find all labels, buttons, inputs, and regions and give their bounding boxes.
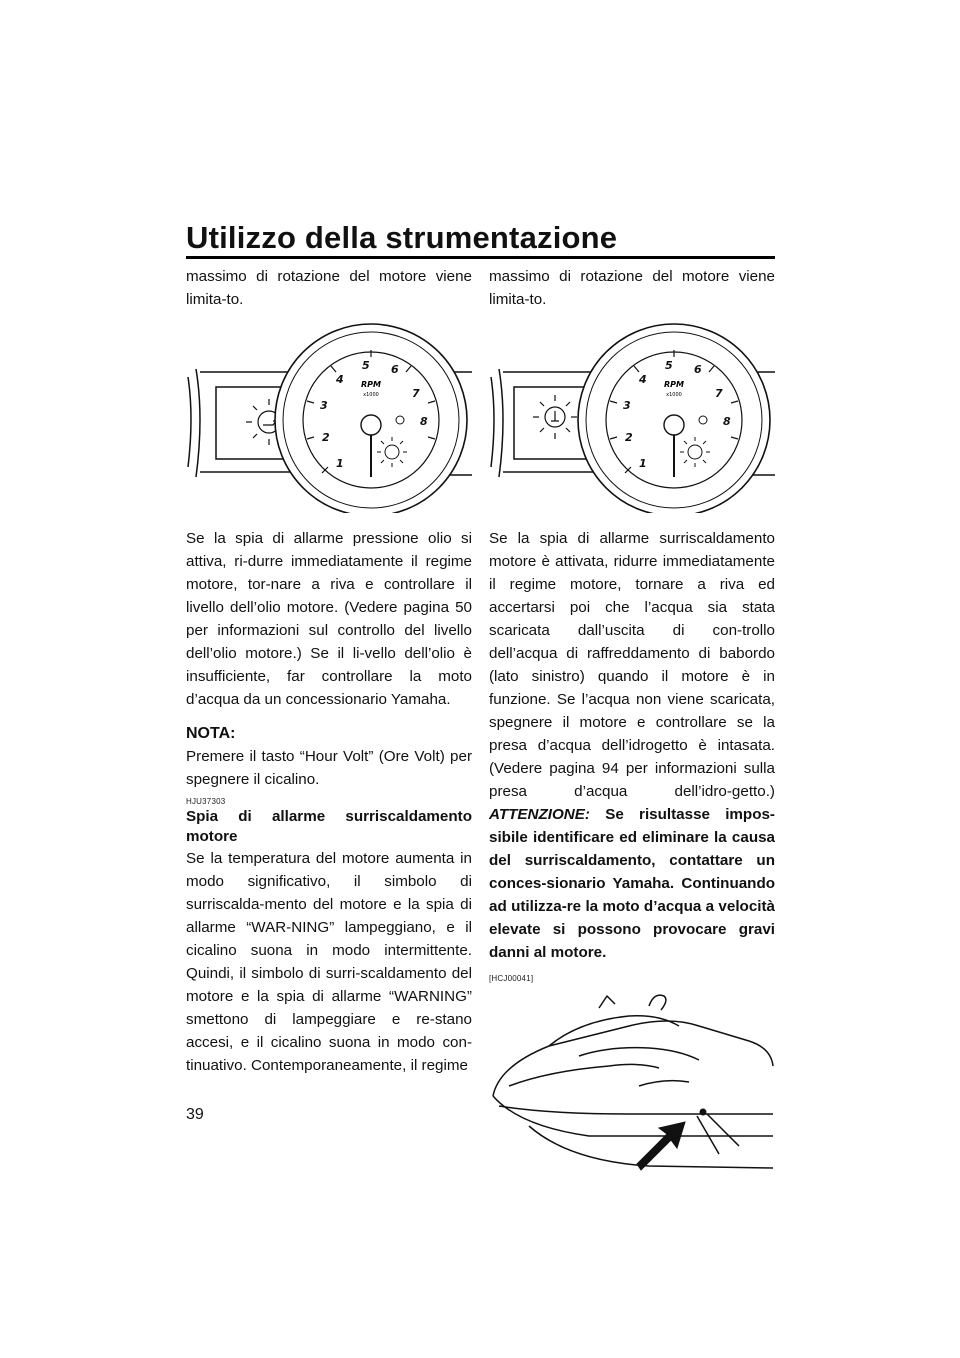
- watercraft-figure: [489, 986, 775, 1186]
- gauge2-tick-2: 2: [625, 431, 633, 444]
- nota-text: Premere il tasto “Hour Volt” (Ore Volt) per spegnere il cicalino.: [186, 748, 472, 788]
- page-number: 39: [186, 1106, 204, 1123]
- gauge2-tick-6: 6: [694, 363, 702, 376]
- gauge-rpm-label: RPM: [361, 380, 381, 389]
- overheat-paragraph: [489, 527, 775, 964]
- caution-text: Se risultasse impos-sibile identificare ed eliminare la causa del surriscaldamento, contattare un conces-sionario Yamaha. Continuando ad utilizza-re la moto d’acqua a velocità elevate si possono provocare gravi danni al motore.: [489, 806, 775, 961]
- caution-label: ATTENZIONE:: [489, 806, 590, 823]
- section-title: Spia di allarme surriscaldamento motore: [186, 808, 472, 845]
- right-intro: massimo di rotazione del motore viene limita-to.: [489, 268, 775, 308]
- gauge-tick-5: 5: [362, 359, 370, 372]
- left-intro: massimo di rotazione del motore viene limita-to.: [186, 268, 472, 308]
- left-column: [186, 265, 472, 1077]
- nota-title: NOTA:: [186, 725, 236, 742]
- gauge-tick-1: 1: [336, 457, 344, 470]
- gauge-tick-7: 7: [412, 387, 420, 400]
- section-text: Se la temperatura del motore aumenta in modo significativo, il simbolo di surriscalda-mento del motore e la spia di allarme “WAR-NING” lampeggiano, e il cicalino suona in modo intermittente. Quindi, il simbolo di surri-scaldamento del motore e la spia di allarme “WARNING” smettono di lampeggiare e re-stano accesi, e il cicalino suona in modo con-tinuativo. Contemporaneamente, il regime: [186, 850, 472, 1074]
- gauge2-tick-5: 5: [665, 359, 673, 372]
- gauge-tick-6: 6: [391, 363, 399, 376]
- gauge2-rpm-label: RPM: [664, 380, 684, 389]
- gauge2-scale-label: x1000: [666, 392, 682, 398]
- oil-pressure-paragraph: Se la spia di allarme pressione olio si attiva, ri-durre immediatamente il regime motore, tor-nare a riva e controllare il livello dell’olio motore. (Vedere pagina 50 per informazioni sul controllo del livello dell’olio motore.) Se il li-vello dell’olio è insufficiente, far controllare la moto d’acqua da un concessionario Yamaha.: [186, 530, 472, 708]
- arrow-icon: [637, 1122, 685, 1170]
- section-code: HJU37303: [186, 797, 226, 806]
- right-column: [489, 265, 775, 1200]
- gauge2-tick-4: 4: [639, 373, 647, 386]
- gauge2-tick-1: 1: [639, 457, 647, 470]
- page-title: Utilizzo della strumentazione: [186, 220, 618, 255]
- caution-code: [HCJ00041]: [489, 974, 534, 983]
- gauge-tick-3: 3: [320, 399, 328, 412]
- engine-overheat-icon: [533, 395, 577, 439]
- gauge-tick-2: 2: [322, 431, 330, 444]
- gauge2-tick-8: 8: [723, 415, 731, 428]
- overheat-gauge-figure: [489, 317, 775, 513]
- header-rule: [186, 256, 775, 259]
- gauge2-tick-3: 3: [623, 399, 631, 412]
- overheat-text: Se la spia di allarme surriscaldamento motore è attivata, ridurre immediatamente il regime motore, tornare a riva ed accertarsi poi che l’acqua sia stata scaricata dall’uscita di con-trollo dell’acqua di raffreddamento di babordo (lato sinistro) quando il motore è in funzione. Se l’acqua non viene scaricata, spegnere il motore e controllare se la presa d’acqua dell’idrogetto è intasata. (Vedere pagina 94 per informazioni sulla presa d’acqua dell’idro-getto.): [489, 530, 775, 800]
- gauge-tick-4: 4: [336, 373, 344, 386]
- oil-pressure-gauge-figure: [186, 317, 472, 513]
- gauge2-tick-7: 7: [715, 387, 723, 400]
- gauge-tick-8: 8: [420, 415, 428, 428]
- gauge-scale-label: x1000: [363, 392, 379, 398]
